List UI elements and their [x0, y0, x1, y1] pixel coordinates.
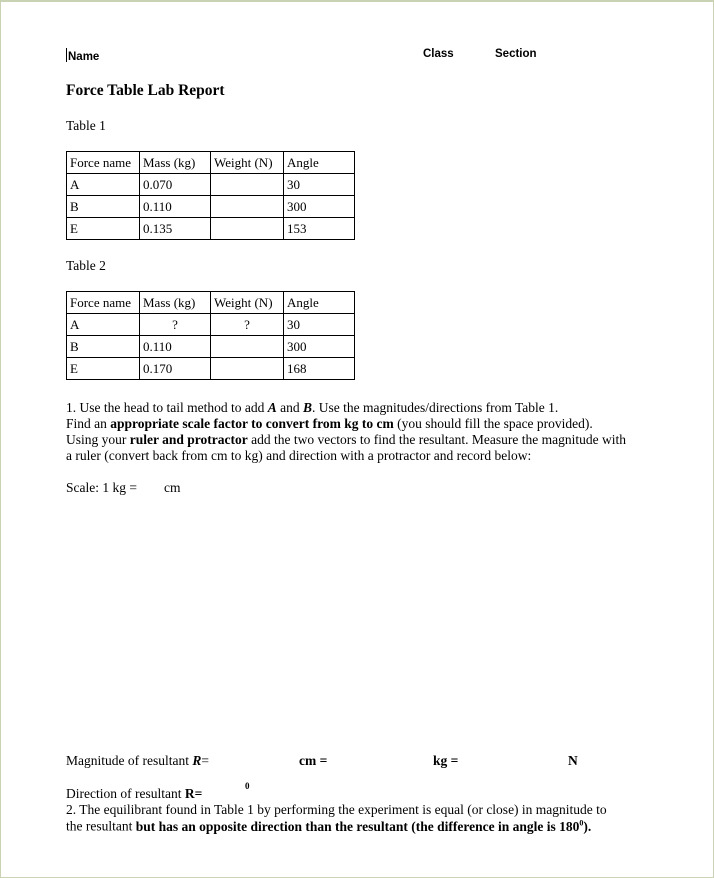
- magnitude-cm: cm =: [299, 753, 328, 768]
- table-cell[interactable]: E: [67, 218, 140, 240]
- table-cell[interactable]: 0.135: [140, 218, 211, 240]
- text-span: and: [276, 400, 303, 415]
- table-header-cell: Weight (N): [211, 152, 284, 174]
- question2-line2: [66, 818, 591, 835]
- question1-paragraph: [66, 400, 626, 464]
- table-cell[interactable]: A: [67, 314, 140, 336]
- table-cell[interactable]: 30: [284, 174, 355, 196]
- direction-label: [66, 786, 202, 802]
- table-row: [67, 358, 355, 380]
- vector-r: R: [192, 753, 202, 768]
- table-row: [67, 174, 355, 196]
- text-span: the resultant: [66, 818, 136, 834]
- table-cell[interactable]: [211, 336, 284, 358]
- table-row: [67, 336, 355, 358]
- question1-line3: [66, 432, 626, 448]
- table-row: [67, 196, 355, 218]
- table-header-cell: Force name: [67, 152, 140, 174]
- table-header-cell: Mass (kg): [140, 152, 211, 174]
- table-cell[interactable]: 0.110: [140, 196, 211, 218]
- text-span: =: [201, 753, 209, 768]
- vector-a: A: [267, 400, 277, 415]
- table1-caption: Table 1: [66, 118, 106, 133]
- magnitude-label: [66, 753, 209, 769]
- class-label: Class: [423, 48, 454, 60]
- table-cell[interactable]: [211, 218, 284, 240]
- table-cell[interactable]: 0.110: [140, 336, 211, 358]
- magnitude-kg: kg =: [433, 753, 459, 768]
- text-span: . Use the magnitudes/directions from Table 1.: [311, 400, 559, 415]
- question1-line1: [66, 400, 626, 416]
- bold-text: ruler and protractor: [129, 432, 248, 447]
- table-cell[interactable]: 168: [284, 358, 355, 380]
- question2-line1: 2. The equilibrant found in Table 1 by performing the experiment is equal (or close) in magnitude to: [66, 802, 607, 817]
- table-header-cell: Force name: [67, 292, 140, 314]
- bold-text: but has an opposite direction than the resultant (the difference in angle is 180: [135, 818, 580, 834]
- table-header-row: [67, 152, 355, 174]
- table-cell[interactable]: 0.070: [140, 174, 211, 196]
- text-span: Direction of resultant: [66, 786, 185, 801]
- table-header-cell: Weight (N): [211, 292, 284, 314]
- bold-text: appropriate scale factor to convert from kg to cm: [110, 416, 394, 431]
- table-cell[interactable]: [211, 196, 284, 218]
- table-cell[interactable]: B: [67, 196, 140, 218]
- document-title: Force Table Lab Report: [66, 82, 225, 99]
- table-cell[interactable]: ?: [211, 314, 284, 336]
- text-cursor: [66, 48, 67, 62]
- table-cell[interactable]: 300: [284, 196, 355, 218]
- question1-line4: a ruler (convert back from cm to kg) and direction with a protractor and record below:: [66, 448, 532, 463]
- table-header-cell: Angle: [284, 292, 355, 314]
- degree-superscript: 0: [579, 818, 584, 827]
- degree-mark: 0: [245, 781, 250, 791]
- vector-r: R=: [184, 786, 203, 801]
- table1: [66, 151, 355, 240]
- table-header-cell: Mass (kg): [140, 292, 211, 314]
- table-cell[interactable]: 153: [284, 218, 355, 240]
- name-field[interactable]: [66, 48, 99, 63]
- table-cell[interactable]: E: [67, 358, 140, 380]
- table-row: [67, 218, 355, 240]
- text-span: ).: [583, 818, 592, 834]
- name-label: Name: [68, 51, 100, 63]
- table-cell[interactable]: ?: [140, 314, 211, 336]
- scale-unit: cm: [164, 480, 181, 495]
- table2: [66, 291, 355, 380]
- text-span: 1. Use the head to tail method to add: [66, 400, 268, 415]
- table-cell[interactable]: A: [67, 174, 140, 196]
- table2-caption: Table 2: [66, 258, 106, 273]
- text-span: (you should fill the space provided).: [393, 416, 593, 431]
- table-cell[interactable]: [211, 358, 284, 380]
- scale-label: Scale: 1 kg =: [66, 480, 137, 495]
- table-row: [67, 314, 355, 336]
- table-cell[interactable]: B: [67, 336, 140, 358]
- question1-line2: [66, 416, 626, 432]
- vector-b: B: [302, 400, 312, 415]
- table-header-row: [67, 292, 355, 314]
- magnitude-n: N: [568, 753, 578, 768]
- table-cell[interactable]: 30: [284, 314, 355, 336]
- section-label: Section: [495, 48, 537, 60]
- text-span: Magnitude of resultant: [66, 753, 193, 768]
- table-cell[interactable]: 300: [284, 336, 355, 358]
- table-header-cell: Angle: [284, 152, 355, 174]
- table-cell[interactable]: 0.170: [140, 358, 211, 380]
- table-cell[interactable]: [211, 174, 284, 196]
- text-span: Find an: [66, 416, 111, 431]
- text-span: Using your: [66, 432, 130, 447]
- text-span: add the two vectors to find the resultant. Measure the magnitude with: [247, 432, 627, 447]
